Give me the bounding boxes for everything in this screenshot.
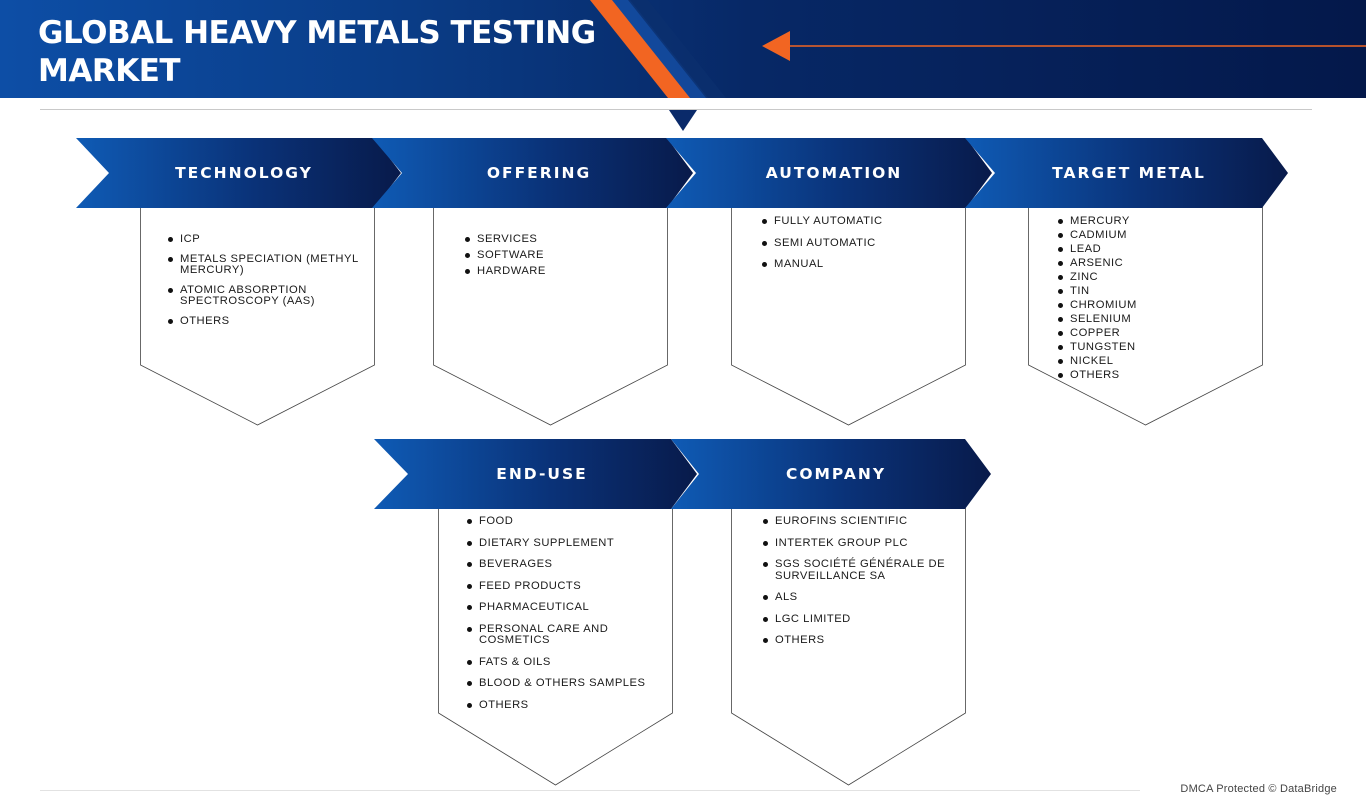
- category-company: [671, 439, 992, 509]
- list-item: MANUAL: [762, 259, 957, 271]
- category-technology: [76, 138, 402, 208]
- list-item: CHROMIUM: [1058, 300, 1253, 312]
- list-item: FOOD: [467, 516, 667, 528]
- list-item: OTHERS: [763, 635, 958, 647]
- category-title: COMPANY: [785, 465, 887, 483]
- panel-target-metal: [1028, 207, 1264, 426]
- list-item: BEVERAGES: [467, 559, 667, 571]
- list-item: HARDWARE: [465, 266, 655, 278]
- list-item: LGC LIMITED: [763, 614, 958, 626]
- list-item: LEAD: [1058, 244, 1253, 256]
- panel-technology: [140, 207, 376, 426]
- list-item: EUROFINS SCIENTIFIC: [763, 516, 958, 528]
- page-title: GLOBAL HEAVY METALS TESTING MARKET: [38, 15, 596, 89]
- list-item: PERSONAL CARE AND COSMETICS: [467, 624, 667, 647]
- panel-end-use: [438, 508, 674, 787]
- list-item: ATOMIC ABSORPTION SPECTROSCOPY (AAS): [168, 285, 368, 308]
- list-item: INTERTEK GROUP PLC: [763, 538, 958, 550]
- list-item: FEED PRODUCTS: [467, 581, 667, 593]
- panel-company: [731, 508, 967, 787]
- target-metal-list: [1058, 216, 1253, 384]
- list-item: SELENIUM: [1058, 314, 1253, 326]
- category-title: OFFERING: [486, 164, 592, 182]
- category-title: TECHNOLOGY: [175, 164, 313, 182]
- list-item: ARSENIC: [1058, 258, 1253, 270]
- panel-offering: [433, 207, 669, 426]
- end-use-list: [467, 516, 667, 721]
- list-item: FULLY AUTOMATIC: [762, 216, 957, 228]
- list-item: OTHERS: [467, 700, 667, 712]
- category-offering: [372, 138, 694, 208]
- list-item: ZINC: [1058, 272, 1253, 284]
- list-item: PHARMACEUTICAL: [467, 602, 667, 614]
- category-title: AUTOMATION: [765, 164, 903, 182]
- category-title: END-USE: [496, 465, 588, 483]
- automation-list: [762, 216, 957, 281]
- category-target-metal: [965, 138, 1289, 208]
- list-item: NICKEL: [1058, 356, 1253, 368]
- header-banner: [0, 0, 1366, 98]
- footer-copyright: DMCA Protected © DataBridge: [1180, 783, 1337, 795]
- orange-arrowhead-icon: [762, 31, 790, 61]
- list-item: CADMIUM: [1058, 230, 1253, 242]
- list-item: ALS: [763, 592, 958, 604]
- list-item: SGS SOCIÉTÉ GÉNÉRALE DE SURVEILLANCE SA: [763, 559, 958, 582]
- category-end-use: [374, 439, 698, 509]
- list-item: MERCURY: [1058, 216, 1253, 228]
- down-notch-icon: [669, 110, 697, 132]
- list-item: OTHERS: [1058, 370, 1253, 382]
- list-item: ICP: [168, 234, 368, 246]
- category-title: TARGET METAL: [1052, 164, 1206, 182]
- company-list: [763, 516, 958, 657]
- list-item: SERVICES: [465, 234, 655, 246]
- list-item: BLOOD & OTHERS SAMPLES: [467, 678, 667, 690]
- list-item: DIETARY SUPPLEMENT: [467, 538, 667, 550]
- category-automation: [666, 138, 993, 208]
- list-item: OTHERS: [168, 316, 368, 328]
- list-item: TIN: [1058, 286, 1253, 298]
- list-item: COPPER: [1058, 328, 1253, 340]
- list-item: SOFTWARE: [465, 250, 655, 262]
- panel-automation: [731, 207, 967, 426]
- list-item: TUNGSTEN: [1058, 342, 1253, 354]
- list-item: SEMI AUTOMATIC: [762, 238, 957, 250]
- offering-list: [465, 234, 655, 282]
- list-item: METALS SPECIATION (METHYL MERCURY): [168, 254, 368, 277]
- list-item: FATS & OILS: [467, 657, 667, 669]
- footer-divider: [40, 790, 1140, 791]
- technology-list: [168, 234, 368, 335]
